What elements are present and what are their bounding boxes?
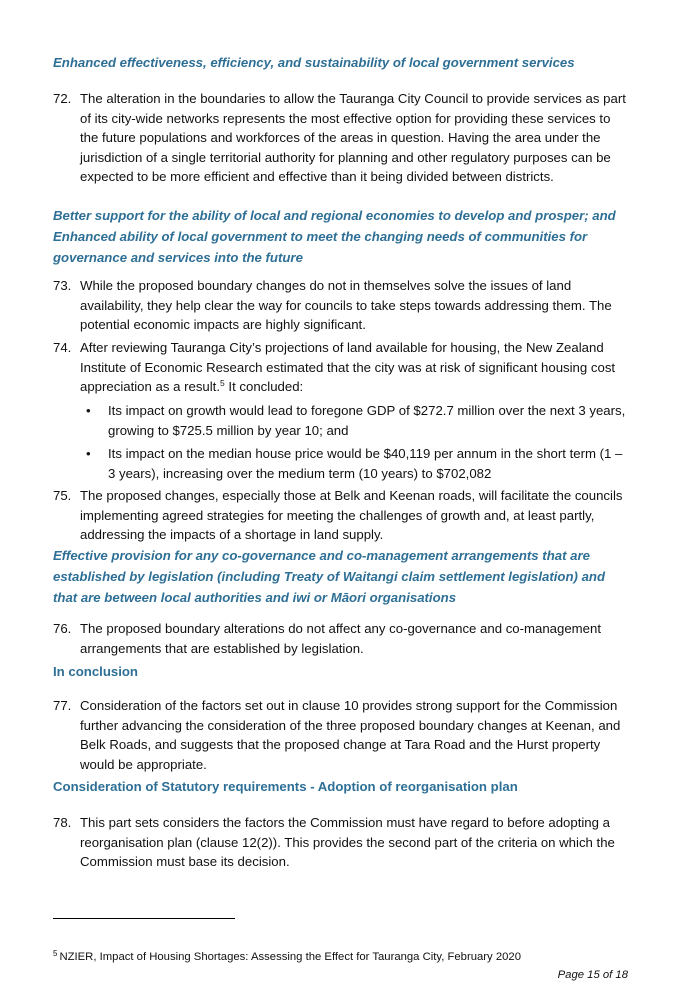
bullet-text: Its impact on the median house price would be $40,119 per annum in the short term (1 – 3 years), increasing over the medium term (10 years) to $702,082 [108, 446, 623, 481]
paragraph-number: 72. [53, 91, 72, 106]
page-number: Page 15 of 18 [557, 969, 628, 981]
paragraph-77 [53, 696, 628, 774]
paragraph-text-after: It concluded: [224, 379, 304, 395]
bullet-text: Its impact on growth would lead to foregone GDP of $272.7 million over the next 3 years, growing to $725.5 million by year 10; and [108, 403, 626, 438]
paragraph-text: The proposed boundary alterations do not affect any co-governance and co-management arrangements that are established by legislation. [80, 621, 602, 656]
paragraph-72 [53, 89, 628, 187]
paragraph-text: This part sets considers the factors the Commission must have regard to before adopting a reorganisation plan (clause 12(2)). This provides the second part of the criteria on which the Commission must base its decision. [80, 815, 615, 870]
paragraph-text: The alteration in the boundaries to allow the Tauranga City Council to provide services as part of its city-wide networks represents the most effective option for providing these services to the future populations and workforces of the areas in question. Having the area under the jurisdiction of a single territorial authority for planning and other regulatory purposes can be expected to be more efficient and effective than it being divided between districts. [80, 91, 626, 185]
list-item [80, 444, 628, 483]
paragraph-76 [53, 619, 628, 658]
bullet-icon: • [86, 403, 91, 418]
paragraph-number: 78. [53, 815, 72, 830]
paragraph-text [80, 338, 628, 397]
paragraph-text: The proposed changes, especially those at Belk and Keenan roads, will facilitate the councils implementing agreed strategies for meeting the challenges of growth and, at least partly, addressing the impacts of a shortage in land supply. [80, 488, 623, 543]
paragraph-74 [53, 338, 628, 397]
paragraph-78 [53, 813, 628, 872]
footnote-number: 5 [53, 949, 58, 958]
paragraph-73 [53, 276, 628, 335]
section-heading-statutory: Consideration of Statutory requirements - Adoption of reorganisation plan [53, 779, 518, 794]
paragraph-number: 74. [53, 340, 72, 355]
section-heading-economies: Better support for the ability of local and regional economies to develop and prosper; and Enhanced ability of local government to meet the changing needs of communities for governance and services into the future [53, 208, 616, 265]
section-heading-cogovernance: Effective provision for any co-governance and co-management arrangements that are established by legislation (including Treaty of Waitangi claim settlement legislation) and that are between local authorities and iwi or Māori organisations [53, 548, 606, 605]
bullet-list [80, 401, 628, 483]
footnote-reference[interactable]: 5 [220, 378, 225, 389]
paragraph-number: 77. [53, 698, 72, 713]
list-item [80, 401, 628, 440]
section-heading-effectiveness: Enhanced effectiveness, efficiency, and sustainability of local government services [53, 55, 575, 70]
paragraph-number: 73. [53, 278, 72, 293]
footnote-text: NZIER, Impact of Housing Shortages: Assessing the Effect for Tauranga City, February 2020 [59, 951, 521, 963]
paragraph-number: 76. [53, 621, 72, 636]
paragraph-text: While the proposed boundary changes do not in themselves solve the issues of land availability, they help clear the way for councils to take steps towards addressing them. The potential economic impacts are highly significant. [80, 278, 612, 333]
paragraph-75 [53, 486, 628, 545]
paragraph-number: 75. [53, 488, 72, 503]
bullet-icon: • [86, 446, 91, 462]
section-heading-conclusion: In conclusion [53, 664, 138, 679]
paragraph-text: Consideration of the factors set out in clause 10 provides strong support for the Commission further advancing the consideration of the three proposed boundary changes at Keenan, and Belk Roads, and suggests that the proposed change at Tara Road and the Hurst property would be appropriate. [80, 698, 621, 772]
footnote-divider [53, 918, 235, 919]
footnote [53, 946, 628, 965]
paragraph-text-before: After reviewing Tauranga City’s projections of land available for housing, the New Zealand Institute of Economic Research estimated that the city was at risk of significant housing cost appreciation as a result. [80, 340, 616, 395]
